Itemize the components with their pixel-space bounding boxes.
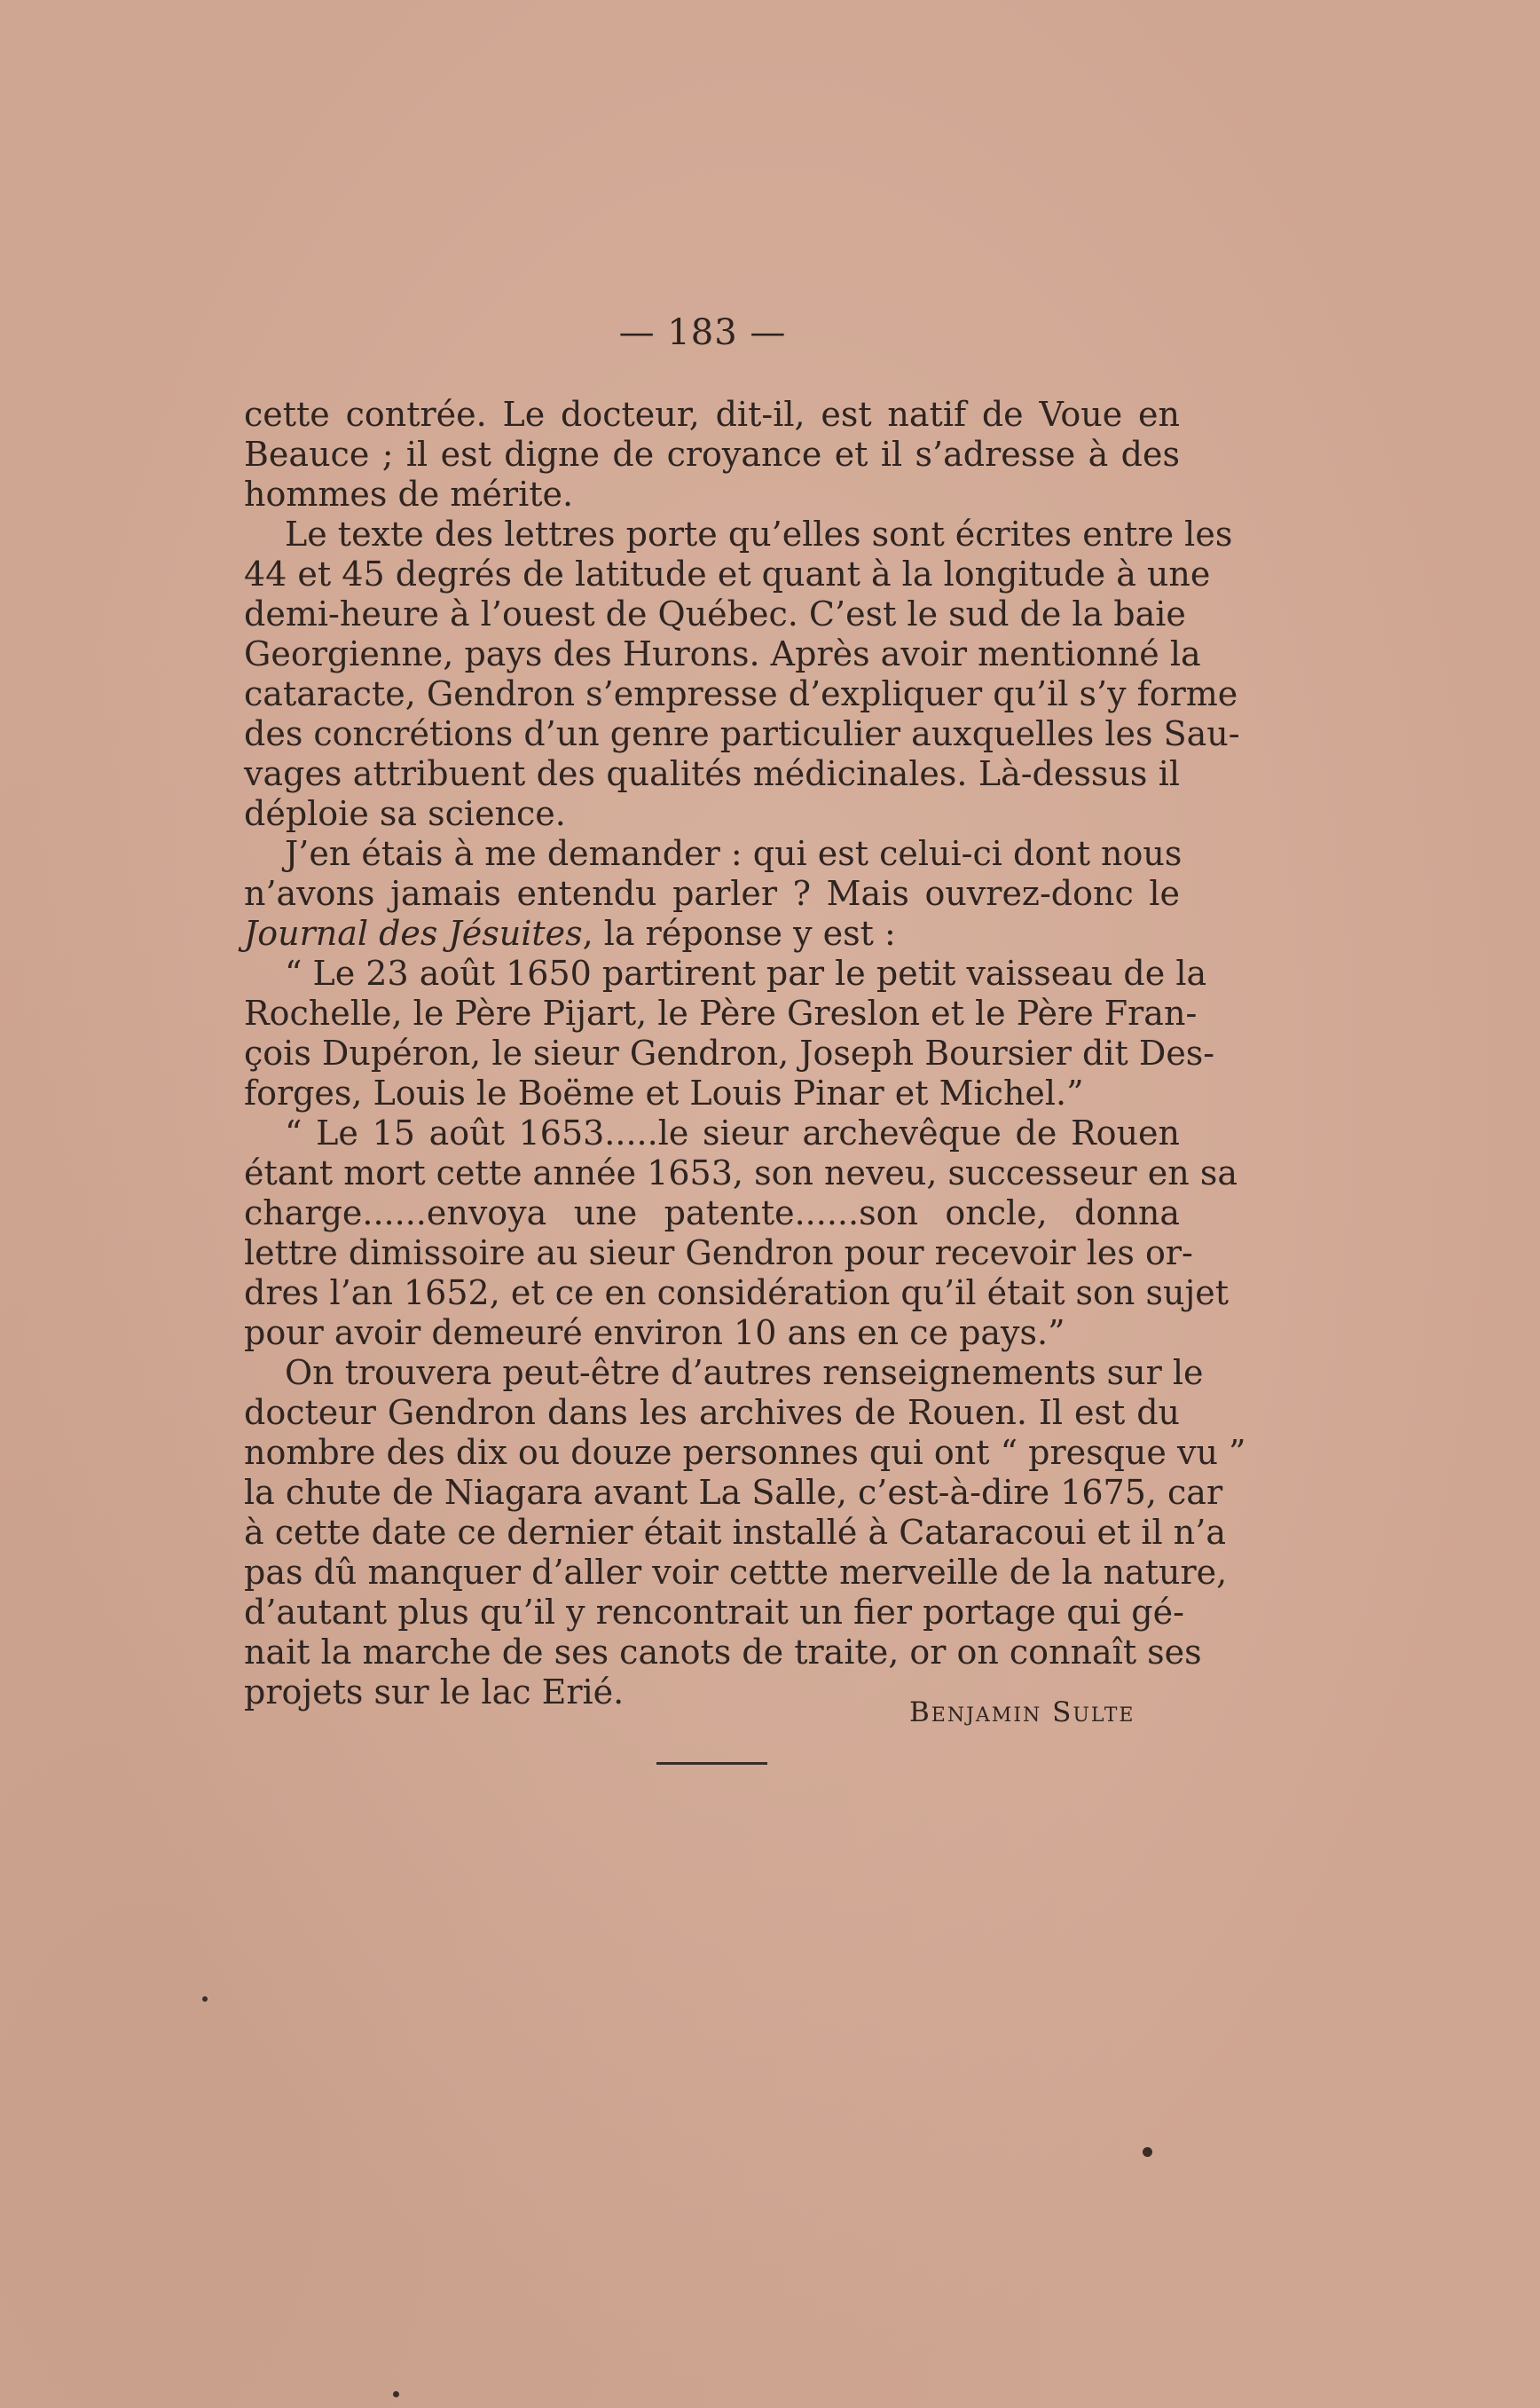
- text-line: d’autant plus qu’il y rencontrait un fier portage qui gé-: [244, 1593, 1184, 1632]
- text-line: “ Le 15 août 1653.....le sieur archevêque de Rouen: [285, 1114, 1180, 1153]
- body-text: [244, 395, 1246, 1712]
- text-line: forges, Louis le Boëme et Louis Pinar et Michel.”: [244, 1074, 1084, 1113]
- text-line: nombre des dix ou douze personnes qui ont “ presque vu ”: [244, 1433, 1246, 1472]
- author-signature: Benjamin Sulte: [909, 1696, 1135, 1728]
- paper-speck: [202, 1996, 208, 2002]
- paper-speck: [393, 2391, 399, 2397]
- text-line: la chute de Niagara avant La Salle, c’est-à-dire 1675, car: [244, 1473, 1223, 1512]
- text-line: nait la marche de ses canots de traite, or on connaît ses: [244, 1633, 1202, 1672]
- text-line: vages attribuent des qualités médicinales. Là-dessus il: [244, 754, 1180, 793]
- text-line: Georgienne, pays des Hurons. Après avoir mentionné la: [244, 634, 1201, 673]
- text-line: çois Dupéron, le sieur Gendron, Joseph Boursier dit Des-: [244, 1034, 1215, 1073]
- page-number: — 183 —: [618, 312, 787, 353]
- text-line: déploie sa science.: [244, 794, 566, 833]
- text-line: On trouvera peut-être d’autres renseignements sur le: [285, 1353, 1204, 1392]
- text-line: pour avoir demeuré environ 10 ans en ce pays.”: [244, 1313, 1065, 1352]
- text-line: demi-heure à l’ouest de Québec. C’est le sud de la baie: [244, 594, 1186, 633]
- text-line: dres l’an 1652, et ce en considération qu’il était son sujet: [244, 1273, 1229, 1312]
- text-line: étant mort cette année 1653, son neveu, successeur en sa: [244, 1153, 1238, 1192]
- text-line: n’avons jamais entendu parler ? Mais ouvrez-donc le: [244, 874, 1180, 913]
- text-line: des concrétions d’un genre particulier auxquelles les Sau-: [244, 714, 1240, 753]
- text-line: Le texte des lettres porte qu’elles sont écrites entre les: [285, 515, 1233, 554]
- text-line: Rochelle, le Père Pijart, le Père Greslon et le Père Fran-: [244, 994, 1198, 1033]
- text-line: pas dû manquer d’aller voir cettte merveille de la nature,: [244, 1553, 1228, 1592]
- text-line: J’en étais à me demander : qui est celui-ci dont nous: [285, 834, 1182, 873]
- text-line: Beauce ; il est digne de croyance et il s’adresse à des: [244, 435, 1180, 474]
- paper-speck: [1143, 2147, 1152, 2157]
- text-line: hommes de mérite.: [244, 475, 574, 514]
- text-line: docteur Gendron dans les archives de Rouen. Il est du: [244, 1393, 1180, 1432]
- end-rule: [656, 1762, 767, 1765]
- text-line: cette contrée. Le docteur, dit-il, est natif de Voue en: [244, 395, 1180, 434]
- journal-title: Journal des Jésuites: [244, 914, 583, 953]
- text-line: Journal des Jésuites, la réponse y est :: [244, 914, 896, 953]
- text-line: projets sur le lac Erié.: [244, 1672, 625, 1712]
- text-line: charge......envoya une patente......son oncle, donna: [244, 1193, 1180, 1232]
- text-line: lettre dimissoire au sieur Gendron pour recevoir les or-: [244, 1233, 1193, 1272]
- text-line: cataracte, Gendron s’empresse d’expliquer qu’il s’y forme: [244, 674, 1238, 713]
- text-line: 44 et 45 degrés de latitude et quant à la longitude à une: [244, 555, 1211, 594]
- text-line: “ Le 23 août 1650 partirent par le petit vaisseau de la: [285, 954, 1207, 993]
- text-line: à cette date ce dernier était installé à Cataracoui et il n’a: [244, 1513, 1226, 1552]
